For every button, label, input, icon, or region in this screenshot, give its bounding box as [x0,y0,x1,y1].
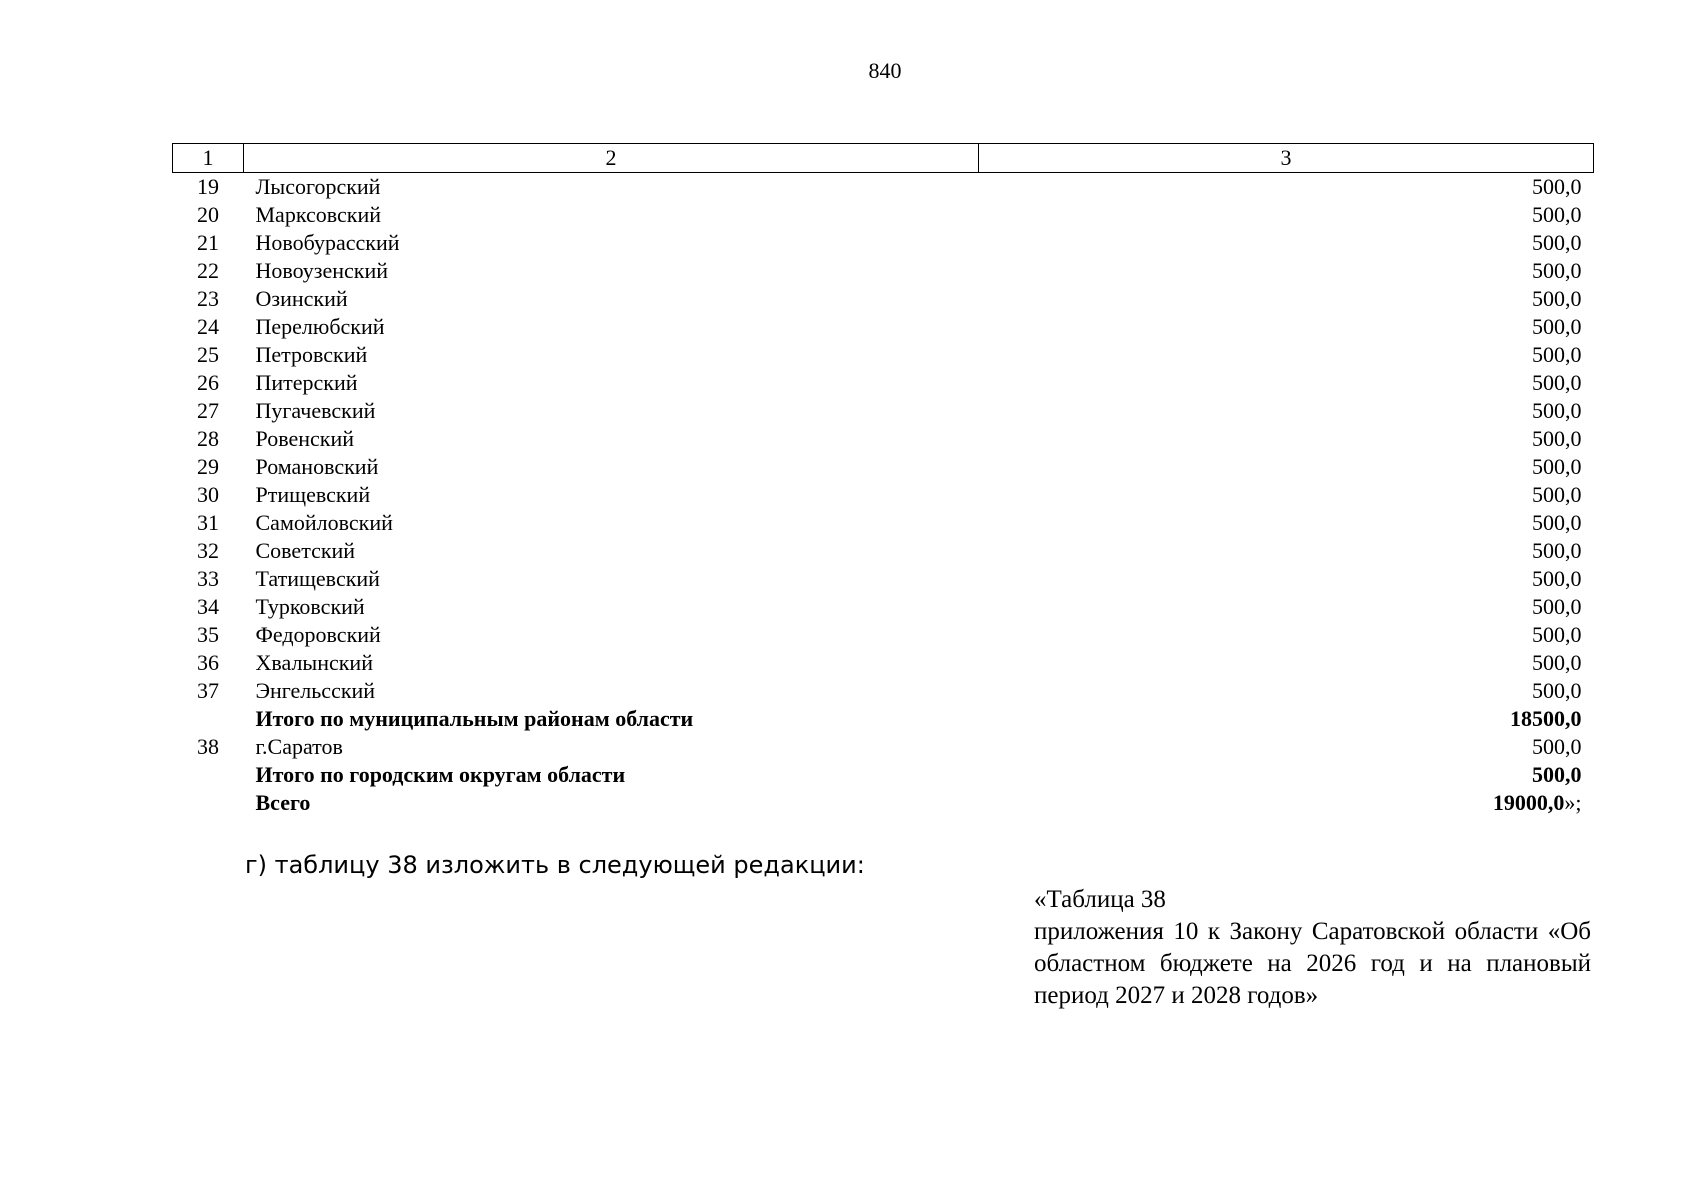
amount-value [979,565,1594,593]
amount-number: 500,0 [1532,538,1582,563]
row-number: 36 [197,650,219,675]
district-name: Пугачевский [255,398,376,423]
table-row [173,733,1594,761]
table-row [173,257,1594,285]
amount-number: 500,0 [1532,482,1582,507]
district-name: Новобурасский [255,230,400,255]
amount-value [979,649,1594,677]
amount-number: 500,0 [1532,426,1582,451]
amount-number: 500,0 [1532,650,1582,675]
amount-value [979,369,1594,397]
amount-value [979,257,1594,285]
amount-number: 500,0 [1532,370,1582,395]
amount-value [979,173,1594,202]
table-reference-description: приложения 10 к Закону Саратовской области «Об областном бюджете на 2026 год и на плановый период 2027 и 2028 годов» [1034,918,1591,1009]
district-name: Итого по городским округам области [255,762,626,787]
table-row [173,565,1594,593]
row-number: 21 [197,230,219,255]
table-row [173,397,1594,425]
table-row [173,537,1594,565]
amount-number: 500,0 [1532,314,1582,339]
table-row [173,425,1594,453]
amount-number: 500,0 [1532,678,1582,703]
table-row [173,313,1594,341]
row-number: 20 [197,202,219,227]
district-name: Хвалынский [255,650,373,675]
district-name: Всего [255,790,311,815]
row-number: 28 [197,426,219,451]
amount-number: 500,0 [1532,622,1582,647]
amount-number: 500,0 [1532,454,1582,479]
amount-number: 500,0 [1532,566,1582,591]
row-number: 19 [197,174,219,199]
district-name: Федоровский [255,622,381,647]
district-name: г.Саратов [255,734,343,759]
amount-number: 500,0 [1532,174,1582,199]
amount-number: 500,0 [1532,734,1582,759]
district-name: Романовский [255,454,379,479]
district-name: Итого по муниципальным районам области [255,706,694,731]
amount-value [979,621,1594,649]
district-name: Ровенский [255,426,354,451]
amount-value [979,481,1594,509]
amount-value [979,705,1594,733]
district-name: Перелюбский [255,314,385,339]
amount-number: 500,0 [1532,594,1582,619]
table-row [173,173,1594,202]
amount-number: 500,0 [1532,762,1582,787]
row-number: 23 [197,286,219,311]
district-name: Питерский [255,370,358,395]
budget-table [172,143,1594,817]
amount-number: 500,0 [1532,202,1582,227]
district-name: Озинский [255,286,348,311]
district-name: Турковский [255,594,365,619]
table-row [173,677,1594,705]
table-row [173,285,1594,313]
row-number: 38 [197,734,219,759]
amount-value [979,761,1594,789]
row-number: 25 [197,342,219,367]
table-header-row [173,144,1594,173]
district-name: Ртищевский [255,482,371,507]
column-header-2: 2 [244,144,979,173]
table-row [173,789,1594,817]
table-reference-title: «Таблица 38 [1034,886,1166,913]
table-row [173,229,1594,257]
amount-number: 500,0 [1532,342,1582,367]
amount-value [979,453,1594,481]
amount-value [979,789,1594,817]
page-number: 840 [868,58,902,83]
table-row [173,593,1594,621]
amount-value [979,593,1594,621]
amount-value [979,509,1594,537]
amount-value [979,341,1594,369]
district-name: Новоузенский [255,258,389,283]
row-number [173,789,244,817]
row-number: 27 [197,398,219,423]
row-number: 34 [197,594,219,619]
district-name: Лысогорский [255,174,381,199]
row-number: 26 [197,370,219,395]
row-number: 30 [197,482,219,507]
table-row [173,705,1594,733]
amount-number: 500,0 [1532,230,1582,255]
table-row [173,621,1594,649]
row-number: 32 [197,538,219,563]
amount-value [979,313,1594,341]
table-body [173,173,1594,818]
row-number [173,761,244,789]
table-row [173,453,1594,481]
table-row [173,649,1594,677]
table-row [173,509,1594,537]
amount-number: 500,0 [1532,398,1582,423]
district-name: Татищевский [255,566,380,591]
table-reference [1034,884,1591,1012]
row-number: 35 [197,622,219,647]
row-number [173,705,244,733]
table-row [173,369,1594,397]
row-number: 24 [197,314,219,339]
amount-number: 500,0 [1532,510,1582,535]
amount-value [979,285,1594,313]
amount-value [979,201,1594,229]
amount-number: 18500,0 [1510,706,1582,731]
amount-number: 500,0 [1532,286,1582,311]
row-number: 22 [197,258,219,283]
amount-value [979,537,1594,565]
amount-value [979,677,1594,705]
row-number: 29 [197,454,219,479]
row-number: 31 [197,510,219,535]
table-row [173,341,1594,369]
amount-value [979,733,1594,761]
column-header-3: 3 [979,144,1594,173]
amount-value [979,229,1594,257]
table-row [173,201,1594,229]
row-number: 37 [197,678,219,703]
amount-number: 500,0 [1532,258,1582,283]
district-name: Марксовский [255,202,381,227]
district-name: Петровский [255,342,368,367]
amendment-instruction: г) таблицу 38 изложить в следующей редакции: [245,851,865,879]
district-name: Энгельсский [255,678,376,703]
amount-value [979,425,1594,453]
row-number: 33 [197,566,219,591]
table-row [173,761,1594,789]
district-name: Самойловский [255,510,393,535]
amount-number: 19000,0 [1492,790,1565,815]
district-name: Советский [255,538,356,563]
table-row [173,481,1594,509]
amount-value [979,397,1594,425]
closing-quote: »; [1564,790,1582,815]
column-header-1: 1 [173,144,244,173]
